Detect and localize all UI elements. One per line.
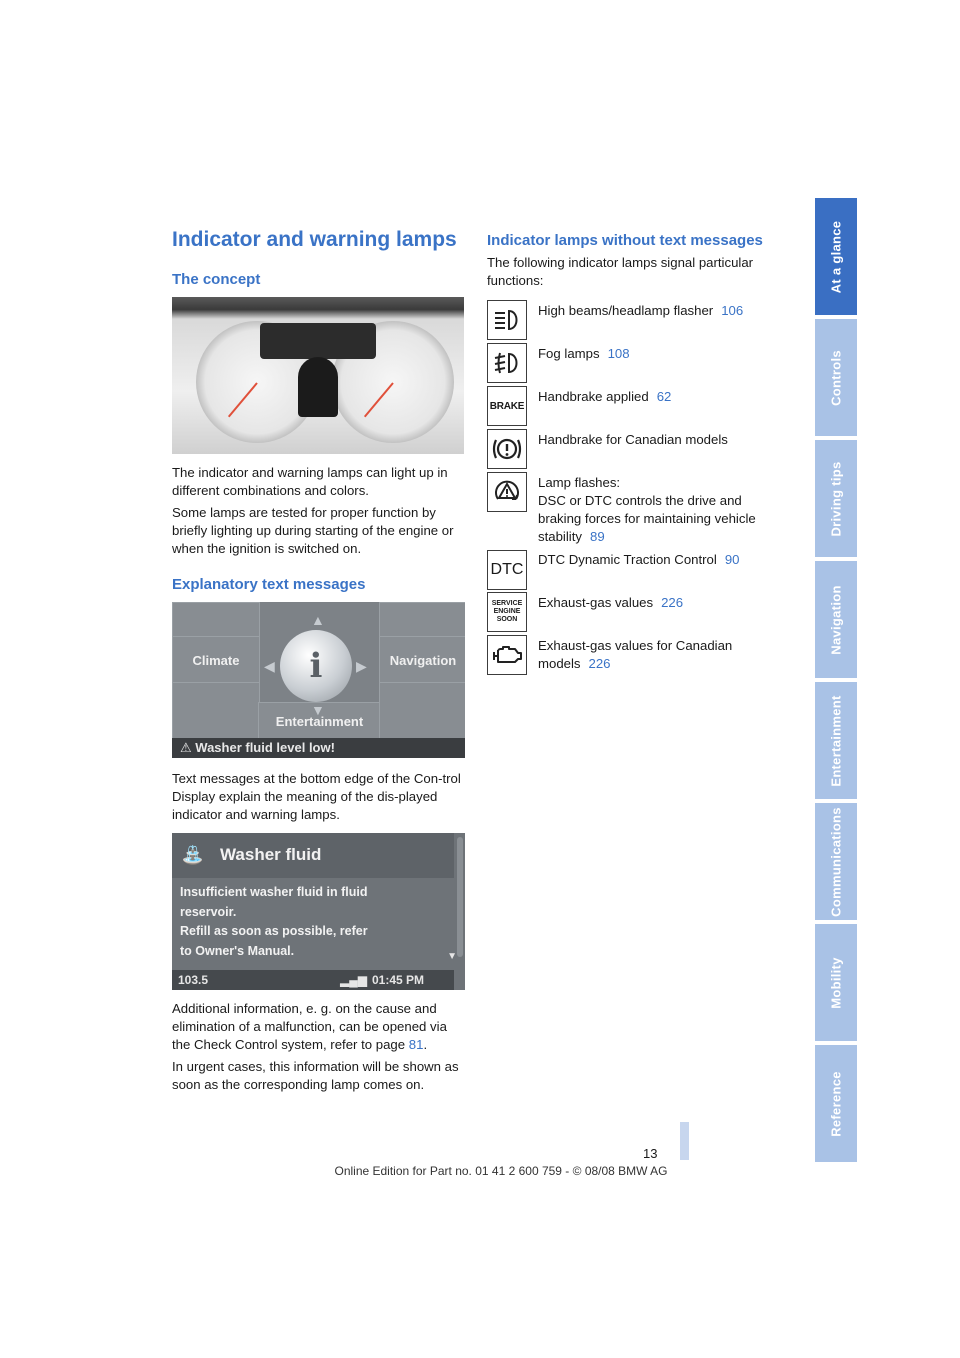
dtc-icon: DTC	[487, 550, 527, 590]
indicator-item-exhaust-canada: Exhaust-gas values for Canadian models 226	[538, 638, 733, 671]
indicator-item-fog-lamps: Fog lamps 108	[538, 346, 630, 361]
page-link-108[interactable]: 108	[607, 346, 630, 361]
indicator-item-exhaust: Exhaust-gas values 226	[538, 595, 684, 610]
fog-lamp-icon	[487, 343, 527, 383]
washer-title: Washer fluid	[220, 845, 322, 864]
indicator-item-dsc: Lamp flashes: DSC or DTC controls the drive and braking forces for maintaining vehicle stability 89	[538, 475, 756, 544]
washer-fluid-icon: ⛲	[181, 845, 205, 865]
arrow-up-icon: ▲	[311, 612, 325, 628]
footer-marker	[680, 1122, 689, 1160]
washer-fluid-display-image	[172, 833, 465, 990]
tab-communications[interactable]: Communications	[815, 803, 857, 920]
menu-navigation: Navigation	[379, 636, 465, 684]
washer-message: Insufficient washer fluid in fluid reservoir. Refill as soon as possible, refer to Owner's Manual.	[180, 885, 368, 958]
service-engine-soon-icon: SERVICE ENGINE SOON	[487, 592, 527, 632]
indicator-item-high-beams: High beams/headlamp flasher 106	[538, 303, 744, 318]
clock: 01:45 PM	[372, 973, 425, 987]
explanatory-heading: Explanatory text messages	[172, 576, 366, 593]
page-link-106[interactable]: 106	[721, 303, 744, 318]
status-bar	[172, 970, 454, 990]
center-display	[298, 357, 338, 417]
warning-triangle-icon: ⚠	[180, 740, 192, 755]
menu-entertainment: Entertainment	[258, 702, 381, 740]
indicators-heading: Indicator lamps without text messages	[487, 232, 763, 249]
explanatory-paragraph-1: Text messages at the bottom edge of the Con-trol Display explain the meaning of the dis-played indicator and warning lamps.	[172, 771, 461, 822]
concept-heading: The concept	[172, 271, 261, 288]
explanatory-paragraph-2: Additional information, e. g. on the cause and elimination of a malfunction, can be opened via the Check Control system, refer to page 81.	[172, 1001, 447, 1052]
page-link-89[interactable]: 89	[589, 529, 605, 544]
concept-paragraph-2: Some lamps are tested for proper function by briefly lighting up during starting of the engine or when the ignition is switched on.	[172, 505, 454, 556]
brake-icon: BRAKE	[487, 386, 527, 426]
high-beam-icon	[487, 300, 527, 340]
page-link-62[interactable]: 62	[656, 389, 672, 404]
scroll-down-icon: ▼	[447, 951, 457, 962]
page-link-90[interactable]: 90	[724, 552, 740, 567]
indicator-item-handbrake-canada: Handbrake for Canadian models	[538, 432, 728, 447]
arrow-down-icon: ▼	[311, 702, 325, 718]
indicator-panel	[260, 323, 376, 359]
explanatory-paragraph-3: In urgent cases, this information will be shown as soon as the corresponding lamp comes on.	[172, 1059, 459, 1092]
radio-frequency: 103.5	[178, 973, 209, 987]
page-link-226[interactable]: 226	[661, 595, 684, 610]
signal-icon: ▂▄▆	[340, 973, 367, 987]
tab-driving-tips[interactable]: Driving tips	[815, 440, 857, 557]
menu-climate: Climate	[172, 636, 260, 684]
arrow-right-icon: ▶	[356, 658, 367, 674]
arrow-left-icon: ◀	[264, 658, 275, 674]
check-engine-icon	[487, 635, 527, 675]
page-link-81[interactable]: 81	[408, 1037, 424, 1052]
concept-paragraph-1: The indicator and warning lamps can light up in different combinations and colors.	[172, 465, 448, 498]
page-title: Indicator and warning lamps	[172, 228, 457, 251]
page-link-226b[interactable]: 226	[588, 656, 611, 671]
handbrake-canada-icon	[487, 429, 527, 469]
section-tabs	[815, 198, 857, 1166]
tab-reference[interactable]: Reference	[815, 1045, 857, 1162]
indicator-item-handbrake: Handbrake applied 62	[538, 389, 672, 404]
info-icon: i	[280, 630, 352, 702]
warning-bar: ⚠ Washer fluid level low!	[172, 738, 465, 758]
indicators-intro: The following indicator lamps signal particular functions:	[487, 255, 754, 288]
tab-at-a-glance[interactable]: At a glance	[815, 198, 857, 315]
scrollbar	[457, 837, 463, 957]
indicator-item-dtc: DTC Dynamic Traction Control 90	[538, 552, 740, 567]
control-display-menu-image	[172, 602, 465, 758]
tab-mobility[interactable]: Mobility	[815, 924, 857, 1041]
tab-navigation[interactable]: Navigation	[815, 561, 857, 678]
tab-entertainment[interactable]: Entertainment	[815, 682, 857, 799]
footer-edition: Online Edition for Part no. 01 41 2 600 759 - © 08/08 BMW AG	[334, 1164, 668, 1178]
dsc-icon	[487, 472, 527, 512]
instrument-cluster-image	[172, 297, 464, 454]
tab-controls[interactable]: Controls	[815, 319, 857, 436]
page-number: 13	[643, 1146, 658, 1161]
